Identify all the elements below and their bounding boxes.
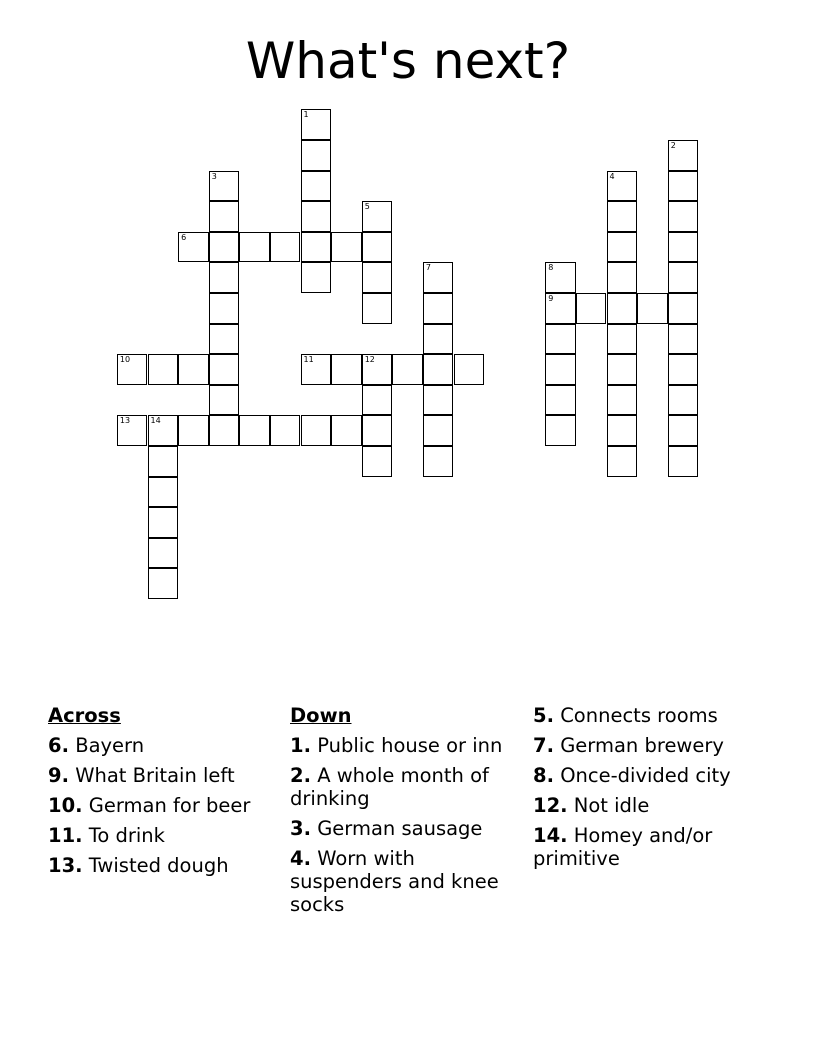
- clue-item: [48, 794, 288, 817]
- cell-number: 9: [548, 294, 554, 303]
- down-clues-continued: [533, 704, 773, 877]
- cell-number: 7: [425, 263, 431, 273]
- grid-cell[interactable]: [209, 262, 240, 293]
- grid-cell[interactable]: [668, 232, 699, 263]
- cell-number: 13: [119, 416, 131, 426]
- puzzle-title: What's next?: [245, 32, 571, 90]
- clue-item: [290, 847, 530, 916]
- grid-cell[interactable]: [209, 385, 240, 416]
- grid-cell[interactable]: [209, 293, 240, 324]
- clue-text: Once-divided city: [560, 764, 731, 787]
- grid-cell[interactable]: [270, 415, 301, 446]
- grid-cell[interactable]: [209, 415, 240, 446]
- clue-text: German brewery: [560, 734, 724, 757]
- grid-cell[interactable]: [117, 415, 148, 446]
- grid-cell[interactable]: [148, 415, 179, 446]
- grid-cell[interactable]: [239, 232, 270, 263]
- grid-cell[interactable]: [545, 385, 576, 416]
- clue-number: 5.: [533, 704, 554, 727]
- cell-number: 6: [181, 232, 187, 242]
- grid-cell[interactable]: [668, 171, 699, 202]
- clue-number: 2.: [290, 764, 311, 787]
- grid-cell[interactable]: [668, 415, 699, 446]
- grid-cell[interactable]: [668, 385, 699, 416]
- grid-cell[interactable]: [362, 446, 393, 477]
- cell-number: 5: [364, 202, 370, 212]
- grid-cell[interactable]: [423, 446, 454, 477]
- grid-cell[interactable]: [545, 324, 576, 355]
- grid-cell[interactable]: [423, 354, 454, 385]
- cell-number: 3: [211, 171, 217, 181]
- down-clue-list: [290, 734, 530, 916]
- clue-text: Not idle: [573, 794, 650, 817]
- grid-cell[interactable]: [423, 262, 454, 293]
- cell-number: 4: [609, 171, 615, 181]
- grid-cell[interactable]: [209, 171, 240, 202]
- grid-cell[interactable]: [454, 354, 485, 385]
- across-clue-list: [48, 734, 288, 877]
- clue-number: 7.: [533, 734, 554, 757]
- grid-cell[interactable]: [178, 415, 209, 446]
- grid-cell[interactable]: [148, 538, 179, 569]
- grid-cell[interactable]: [545, 293, 576, 324]
- clue-text: Connects rooms: [560, 704, 718, 727]
- clue-text: To drink: [88, 824, 165, 847]
- grid-cell[interactable]: [607, 354, 638, 385]
- clue-item: [48, 764, 288, 787]
- down-clues: [290, 704, 530, 923]
- grid-cell[interactable]: [331, 415, 362, 446]
- grid-cell[interactable]: [545, 262, 576, 293]
- clue-text: Bayern: [75, 734, 145, 757]
- cell-number: 14: [150, 416, 161, 426]
- cell-number: 10: [119, 355, 131, 365]
- down-clue-list-continued: [533, 704, 773, 870]
- clue-text: What Britain left: [75, 764, 235, 787]
- grid-cell[interactable]: [362, 354, 393, 385]
- clue-text: German sausage: [317, 817, 483, 840]
- across-heading: Across: [48, 704, 121, 727]
- grid-cell[interactable]: [178, 232, 209, 263]
- clue-item: [48, 734, 288, 757]
- grid-cell[interactable]: [331, 232, 362, 263]
- grid-cell[interactable]: [331, 354, 362, 385]
- grid-cell[interactable]: [209, 201, 240, 232]
- clue-number: 1.: [290, 734, 311, 757]
- grid-cell[interactable]: [423, 324, 454, 355]
- grid-cell[interactable]: [301, 262, 332, 293]
- grid-cell[interactable]: [607, 415, 638, 446]
- grid-cell[interactable]: [178, 354, 209, 385]
- grid-cell[interactable]: [545, 415, 576, 446]
- grid-cell[interactable]: [668, 354, 699, 385]
- grid-cell[interactable]: [301, 354, 332, 385]
- grid-cell[interactable]: [668, 293, 699, 324]
- clue-number: 13.: [48, 854, 83, 877]
- clue-item: [533, 764, 773, 787]
- clue-number: 9.: [48, 764, 69, 787]
- grid-cell[interactable]: [545, 354, 576, 385]
- cell-number: 12: [364, 355, 375, 365]
- clue-item: [290, 734, 530, 757]
- clue-text: Homey and/or primitive: [533, 824, 713, 870]
- clue-text: Twisted dough: [88, 854, 229, 877]
- grid-cell[interactable]: [148, 477, 179, 508]
- grid-cell[interactable]: [301, 232, 332, 263]
- clue-text: Public house or inn: [317, 734, 503, 757]
- grid-cell[interactable]: [301, 415, 332, 446]
- grid-cell[interactable]: [423, 293, 454, 324]
- grid-cell[interactable]: [576, 293, 607, 324]
- grid-cell[interactable]: [301, 109, 332, 140]
- clue-item: [48, 824, 288, 847]
- clue-number: 12.: [533, 794, 568, 817]
- grid-cell[interactable]: [607, 201, 638, 232]
- clue-item: [290, 817, 530, 840]
- grid-cell[interactable]: [362, 262, 393, 293]
- grid-cell[interactable]: [301, 140, 332, 171]
- grid-cell[interactable]: [423, 415, 454, 446]
- grid-cell[interactable]: [668, 140, 699, 171]
- clue-number: 11.: [48, 824, 83, 847]
- clue-item: [533, 704, 773, 727]
- grid-cell[interactable]: [668, 201, 699, 232]
- clue-number: 10.: [48, 794, 83, 817]
- grid-cell[interactable]: [668, 262, 699, 293]
- cell-number: 8: [548, 263, 554, 273]
- grid-cell[interactable]: [362, 385, 393, 416]
- clue-text: Worn with suspenders and knee socks: [290, 847, 499, 916]
- grid-cell[interactable]: [607, 262, 638, 293]
- down-heading: Down: [290, 704, 352, 727]
- clue-number: 6.: [48, 734, 69, 757]
- grid-cell[interactable]: [607, 293, 638, 324]
- cell-number: 1: [303, 110, 309, 120]
- clue-item: [290, 764, 530, 810]
- clue-item: [533, 824, 773, 870]
- clue-number: 4.: [290, 847, 311, 870]
- grid-cell[interactable]: [239, 415, 270, 446]
- grid-cell[interactable]: [668, 446, 699, 477]
- grid-cell[interactable]: [301, 201, 332, 232]
- grid-cell[interactable]: [148, 568, 179, 599]
- grid-cell[interactable]: [362, 293, 393, 324]
- grid-cell[interactable]: [607, 385, 638, 416]
- grid-cell[interactable]: [637, 293, 668, 324]
- grid-cell[interactable]: [362, 201, 393, 232]
- grid-cell[interactable]: [362, 232, 393, 263]
- grid-cell[interactable]: [668, 324, 699, 355]
- across-clues: [48, 704, 288, 884]
- grid-cell[interactable]: [607, 232, 638, 263]
- grid-cell[interactable]: [209, 324, 240, 355]
- clue-number: 3.: [290, 817, 311, 840]
- grid-cell[interactable]: [301, 171, 332, 202]
- grid-cell[interactable]: [117, 354, 148, 385]
- grid-cell[interactable]: [607, 171, 638, 202]
- grid-cell[interactable]: [423, 385, 454, 416]
- clue-text: A whole month of drinking: [290, 764, 489, 810]
- grid-cell[interactable]: [607, 446, 638, 477]
- clue-number: 14.: [533, 824, 568, 847]
- grid-cell[interactable]: [148, 507, 179, 538]
- grid-cell[interactable]: [209, 354, 240, 385]
- grid-cell[interactable]: [607, 324, 638, 355]
- clue-item: [533, 734, 773, 757]
- grid-cell[interactable]: [148, 354, 179, 385]
- clue-item: [48, 854, 288, 877]
- cell-number: 2: [670, 141, 676, 150]
- clue-number: 8.: [533, 764, 554, 787]
- clue-item: [533, 794, 773, 817]
- grid-cell[interactable]: [362, 415, 393, 446]
- grid-cell[interactable]: [209, 232, 240, 263]
- grid-cell[interactable]: [270, 232, 301, 263]
- clue-text: German for beer: [88, 794, 251, 817]
- grid-cell[interactable]: [148, 446, 179, 477]
- grid-cell[interactable]: [392, 354, 423, 385]
- cell-number: 11: [303, 355, 314, 365]
